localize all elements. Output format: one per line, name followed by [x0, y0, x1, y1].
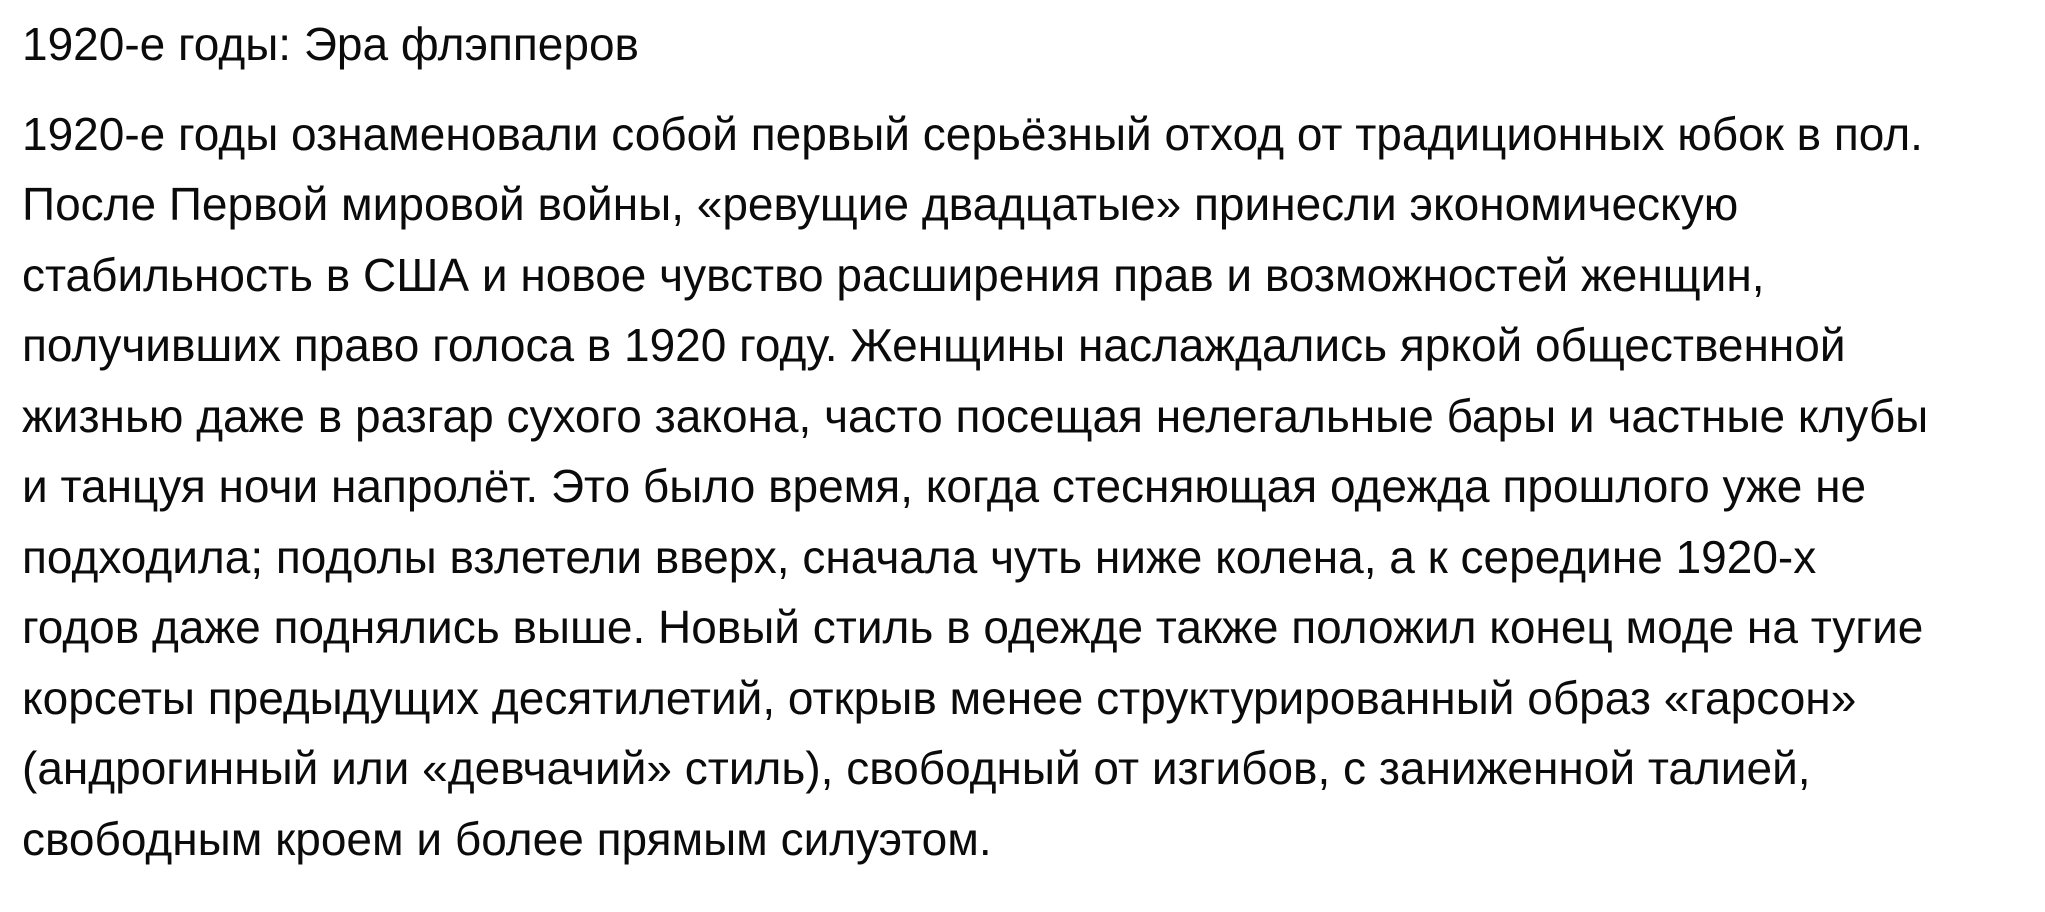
- paragraph-line: свободным кроем и более прямым силуэтом.: [22, 812, 992, 865]
- paragraph-line: После Первой мировой войны, «ревущие двадцатые» принесли экономическую: [22, 178, 1739, 230]
- paragraph-line: получивших право голоса в 1920 году. Женщины наслаждались яркой общественной: [22, 319, 1846, 371]
- paragraph-line: и танцуя ночи напролёт. Это было время, когда стесняющая одежда прошлого уже не: [22, 460, 1867, 512]
- paragraph-line: подходила; подолы взлетели вверх, сначала чуть ниже колена, а к середине 1920-х: [22, 530, 1817, 583]
- paragraph-line: стабильность в США и новое чувство расширения прав и возможностей женщин,: [22, 248, 1765, 301]
- paragraph-line: годов даже поднялись выше. Новый стиль в одежде также положил конец моде на тугие: [22, 601, 1924, 653]
- paragraph-line: жизнью даже в разгар сухого закона, часто посещая нелегальные бары и частные клубы: [22, 389, 1929, 442]
- paragraph-line: 1920-е годы ознаменовали собой первый серьёзный отход от традиционных юбок в пол.: [22, 107, 1923, 160]
- paragraph-line: корсеты предыдущих десятилетий, открыв менее структурированный образ «гарсон»: [22, 671, 1857, 724]
- body-paragraph: [22, 99, 2015, 875]
- paragraph-line: (андрогинный или «девчачий» стиль), свободный от изгибов, с заниженной талией,: [22, 742, 1811, 794]
- document-heading: 1920-е годы: Эра флэпперов: [22, 18, 639, 70]
